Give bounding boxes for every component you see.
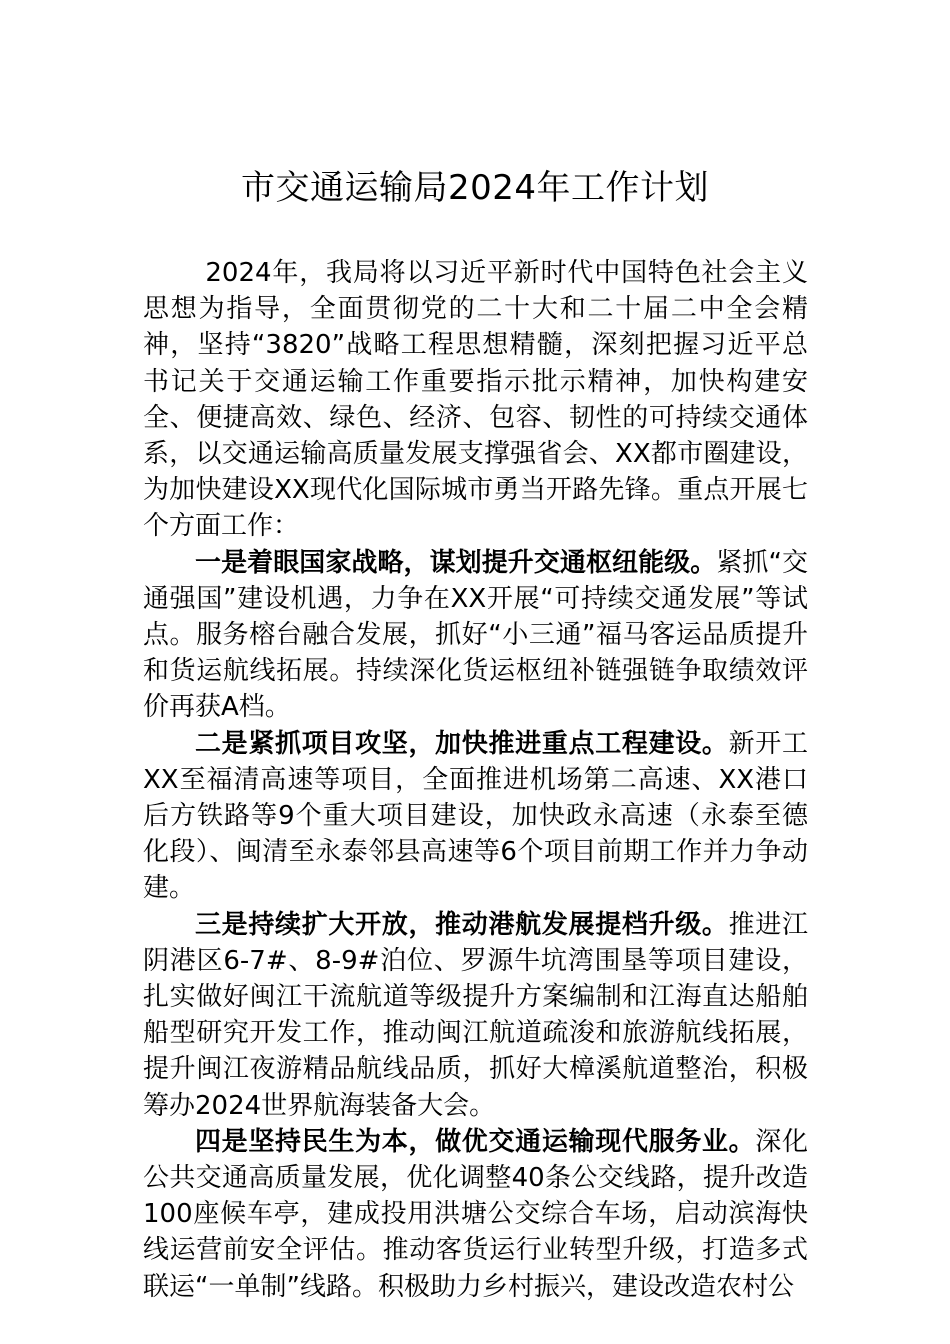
section-text-1: 紧抓“交通强国”建设机遇，力争在XX开展“可持续交通发展”等试点。服务榕台融合发展，抓好“小三通”福马客运品质提升和货运航线拓展。持续深化货运枢纽补链强链争取绩效评价再获A档。 — [143, 547, 808, 723]
section-text-4: 深化公共交通高质量发展，优化调整40条公交线路，提升改造100座候车亭，建成投用洪塘公交综合车场，启动滨海快线运营前安全评估。推动客货运行业转型升级，打造多式联运“一单制”线路。积极助力乡村振兴，建设改造农村公 — [143, 1126, 808, 1302]
section-paragraph-1 — [143, 545, 808, 726]
section-heading-2: 二是紧抓项目攻坚，加快推进重点工程建设。 — [195, 728, 729, 759]
document-body — [143, 255, 808, 1305]
section-paragraph-3 — [143, 907, 808, 1124]
section-paragraph-2 — [143, 726, 808, 907]
section-paragraph-4 — [143, 1124, 808, 1305]
section-heading-4: 四是坚持民生为本，做优交通运输现代服务业。 — [195, 1126, 756, 1157]
section-heading-1: 一是着眼国家战略，谋划提升交通枢纽能级。 — [195, 547, 717, 578]
section-heading-3: 三是持续扩大开放，推动港航发展提档升级。 — [195, 909, 729, 940]
document-title: 市交通运输局2024年工作计划 — [240, 168, 710, 208]
section-text-2: 新开工XX至福清高速等项目，全面推进机场第二高速、XX港口后方铁路等9个重大项目建设，加快政永高速（永泰至德化段）、闽清至永泰邻县高速等6个项目前期工作并力争动建。 — [143, 728, 808, 904]
section-text-3: 推进江阴港区6-7#、8-9#泊位、罗源牛坑湾围垦等项目建设，扎实做好闽江干流航道等级提升方案编制和江海直达船舶船型研究开发工作，推动闽江航道疏浚和旅游航线拓展，提升闽江夜游精品航线品质，抓好大樟溪航道整治，积极筹办2024世界航海装备大会。 — [143, 909, 808, 1121]
intro-paragraph: 2024年，我局将以习近平新时代中国特色社会主义思想为指导，全面贯彻党的二十大和二十届二中全会精神，坚持“3820”战略工程思想精髓，深刻把握习近平总书记关于交通运输工作重要指示批示精神，加快构建安全、便捷高效、绿色、经济、包容、韧性的可持续交通体系，以交通运输高质量发展支撑强省会、XX都市圈建设，为加快建设XX现代化国际城市勇当开路先锋。重点开展七个方面工作： — [143, 258, 808, 542]
